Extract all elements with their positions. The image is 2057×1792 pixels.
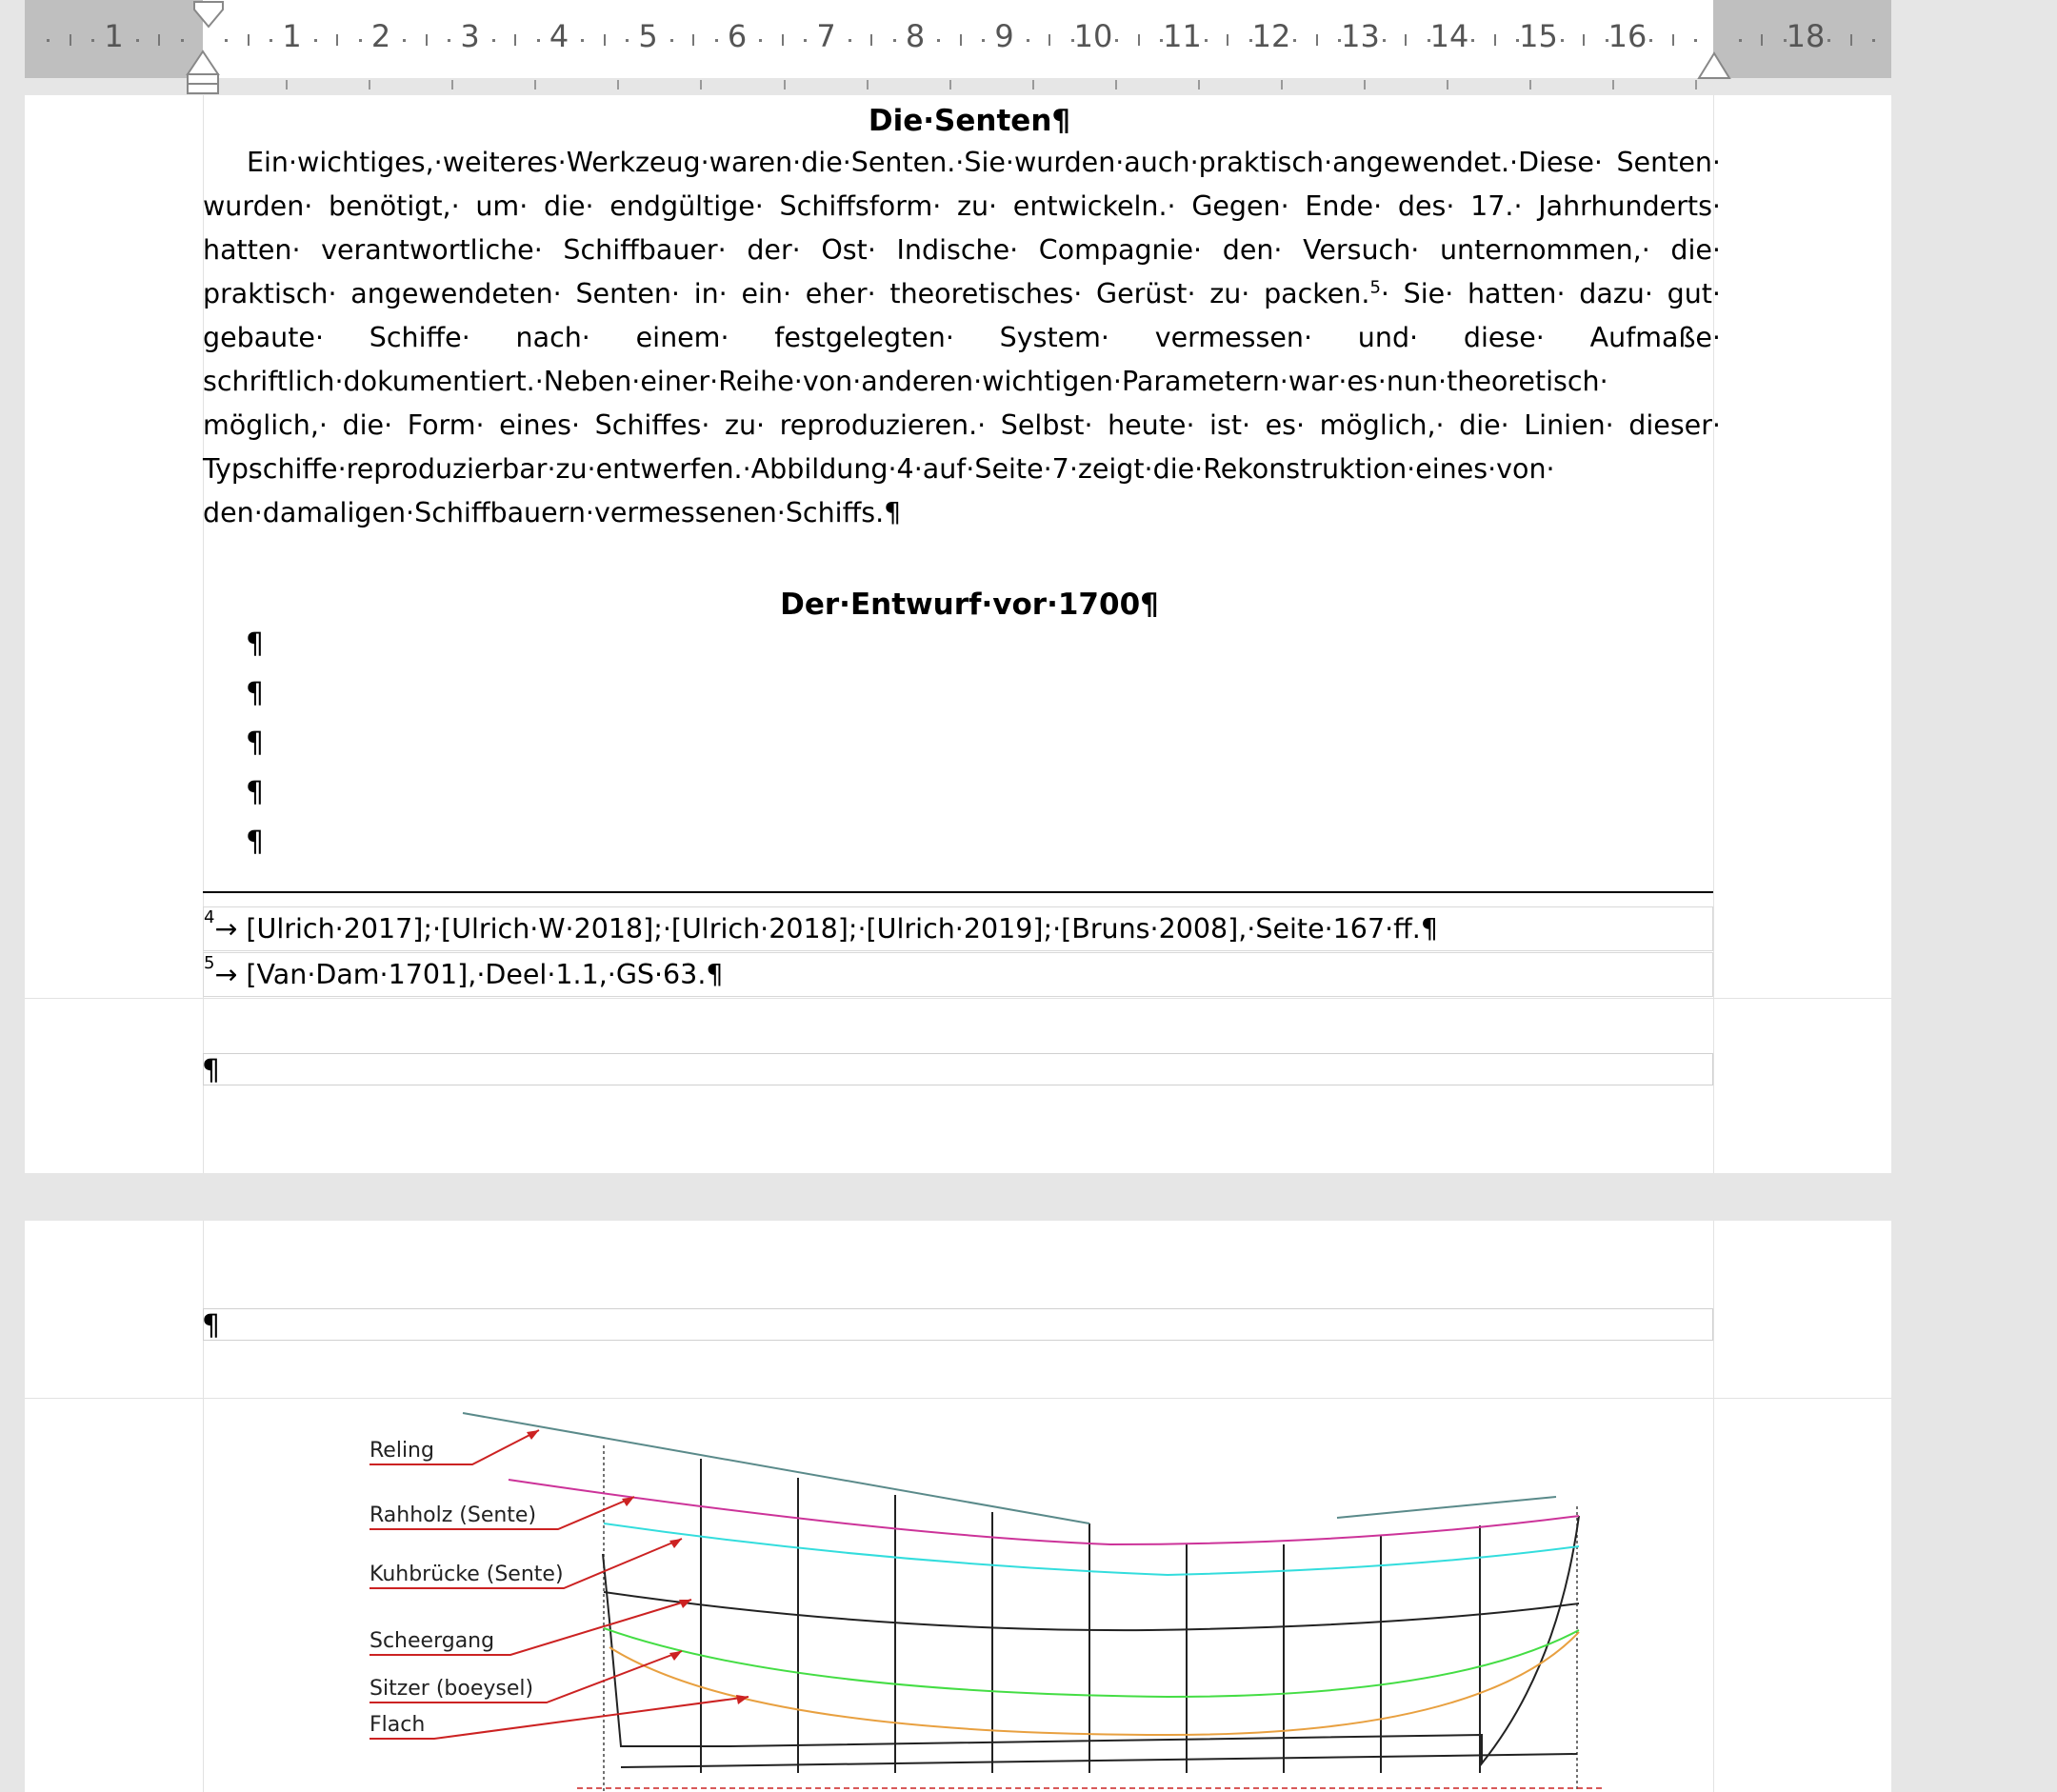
ruler-dot bbox=[1606, 39, 1608, 42]
tab-stop-tick bbox=[1529, 80, 1531, 90]
ruler-tick bbox=[604, 34, 606, 46]
ruler-tick bbox=[336, 34, 338, 46]
ruler-dot bbox=[492, 39, 495, 42]
ruler-tick bbox=[1316, 34, 1318, 46]
ruler-dot bbox=[181, 39, 184, 42]
footer-guide bbox=[25, 998, 1891, 999]
ruler-number: 5 bbox=[638, 18, 658, 54]
empty-paragraph-mark[interactable]: ¶ bbox=[246, 627, 265, 661]
ruler-dot bbox=[359, 39, 362, 42]
empty-paragraph-mark[interactable]: ¶ bbox=[246, 677, 265, 710]
hull-profile bbox=[603, 1516, 1579, 1763]
ruler-dot bbox=[804, 39, 807, 42]
ruler-dot bbox=[537, 39, 540, 42]
ruler-dot bbox=[1827, 39, 1830, 42]
ruler-number: 1 bbox=[104, 18, 124, 54]
tab-stop-tick bbox=[1281, 80, 1283, 90]
ruler-tick bbox=[514, 34, 516, 46]
tab-stop-tick bbox=[534, 80, 536, 90]
section-heading-senten[interactable]: Die·Senten¶ bbox=[868, 104, 1071, 138]
ruler-dot bbox=[1739, 39, 1742, 42]
ruler-tick bbox=[1761, 34, 1763, 46]
ruler-dot bbox=[893, 39, 896, 42]
footer-box[interactable] bbox=[203, 1053, 1713, 1085]
ruler-tick bbox=[1048, 34, 1050, 46]
ruler-tick bbox=[870, 34, 872, 46]
paragraph-text-part1: Ein·wichtiges,·weiteres·Werkzeug·waren·die·Senten.·Sie·wurden·auch·praktisch·angewendet.·Diese· Senten· wurden· benötigt,· um· die· endgültige· Schiffsform· zu· entwickeln.· Gegen· Ende· des· 17.· Jahrhunderts· hatten· verantwortliche· Schiffbauer· der· Ost· Indische· Compagnie· den· Versuch· unternommen,· die· praktisch· angewendeten· Senten· in· ein· eher· theoretisches· Gerüst· zu· packen. bbox=[203, 147, 1721, 309]
ruler-dot bbox=[1561, 39, 1564, 42]
ruler-dot bbox=[759, 39, 762, 42]
ruler-tick bbox=[692, 34, 694, 46]
label-scheergang: Scheergang bbox=[369, 1629, 495, 1653]
tab-stop-tick bbox=[451, 80, 453, 90]
ruler-dot bbox=[982, 39, 985, 42]
tab-stop-tick bbox=[1695, 80, 1697, 90]
label-flach: Flach bbox=[369, 1713, 426, 1737]
tab-stop-tick bbox=[286, 80, 288, 90]
ruler-tick bbox=[248, 34, 250, 46]
ruler-dot bbox=[1293, 39, 1296, 42]
footnote-number: 5 bbox=[204, 953, 215, 973]
ruler-number: 8 bbox=[905, 18, 926, 54]
ruler-tick bbox=[158, 34, 160, 46]
flach-line bbox=[621, 1754, 1577, 1767]
ruler-number: 10 bbox=[1073, 18, 1113, 54]
ruler-dot bbox=[136, 39, 139, 42]
empty-paragraph-mark[interactable]: ¶ bbox=[246, 776, 265, 809]
ruler-dot bbox=[937, 39, 940, 42]
ruler-dot bbox=[1471, 39, 1474, 42]
ruler-tick bbox=[1227, 34, 1228, 46]
tab-stop-tick bbox=[784, 80, 786, 90]
sitzer-line bbox=[609, 1632, 1579, 1735]
ruler-number: 16 bbox=[1608, 18, 1648, 54]
tab-stop-tick bbox=[1447, 80, 1448, 90]
ruler-dot bbox=[1027, 39, 1029, 42]
ruler-number: 9 bbox=[994, 18, 1014, 54]
ruler-dot bbox=[1205, 39, 1208, 42]
tab-stop-tick bbox=[700, 80, 702, 90]
ruler-dot bbox=[1338, 39, 1341, 42]
tab-stop-tick bbox=[867, 80, 869, 90]
tab-stop-tick bbox=[1364, 80, 1366, 90]
footnote-separator bbox=[203, 891, 1713, 893]
ruler-tick bbox=[70, 34, 71, 46]
ruler-dot bbox=[1784, 39, 1787, 42]
ruler-dot bbox=[1872, 39, 1875, 42]
tab-stop-tick bbox=[1115, 80, 1117, 90]
ship-lines-drawing[interactable] bbox=[25, 1221, 1891, 1792]
ruler-number: 6 bbox=[727, 18, 748, 54]
ruler-dot bbox=[1115, 39, 1118, 42]
rahholz-line bbox=[509, 1480, 1579, 1544]
footnote-reference[interactable]: 5 bbox=[1369, 277, 1381, 298]
ruler-dot bbox=[1160, 39, 1163, 42]
ruler-number: 1 bbox=[282, 18, 302, 54]
tab-stop-tick bbox=[949, 80, 951, 90]
ruler-tick bbox=[960, 34, 962, 46]
ruler-number: 4 bbox=[549, 18, 569, 54]
empty-paragraph-mark[interactable]: ¶ bbox=[246, 727, 265, 760]
ruler-tick bbox=[1494, 34, 1496, 46]
tab-stop-tick bbox=[1198, 80, 1200, 90]
ruler-dot bbox=[1694, 39, 1697, 42]
footnote-text: → [Ulrich·2017];·[Ulrich·W·2018];·[Ulrich·2018];·[Ulrich·2019];·[Bruns·2008],·Seite·167·ff.¶ bbox=[214, 913, 1438, 945]
ruler-number: 2 bbox=[370, 18, 391, 54]
ruler-number: 14 bbox=[1429, 18, 1469, 54]
ruler-number: 3 bbox=[460, 18, 480, 54]
ruler-dot bbox=[47, 39, 50, 42]
ruler-dot bbox=[1249, 39, 1252, 42]
ruler-text-area bbox=[203, 0, 1713, 78]
scheergang-line bbox=[604, 1628, 1579, 1697]
ruler-dot bbox=[626, 39, 629, 42]
document-page-1[interactable] bbox=[25, 95, 1891, 1173]
ruler-dot bbox=[403, 39, 406, 42]
ruler-number: 12 bbox=[1251, 18, 1291, 54]
footnote-text: → [Van·Dam·1701],·Deel·1.1,·GS·63.¶ bbox=[214, 959, 724, 990]
ruler-dot bbox=[1649, 39, 1652, 42]
footnote-4[interactable] bbox=[203, 906, 1713, 951]
ruler-number: 7 bbox=[816, 18, 836, 54]
reling-line-aft bbox=[1337, 1497, 1556, 1518]
ruler-tick bbox=[782, 34, 784, 46]
ruler-tick bbox=[1405, 34, 1407, 46]
ruler-dot bbox=[225, 39, 228, 42]
tab-stop-tick bbox=[1612, 80, 1614, 90]
first-line-indent-marker-icon[interactable] bbox=[191, 0, 226, 30]
ruler-dot bbox=[670, 39, 673, 42]
ruler-dot bbox=[314, 39, 317, 42]
horizontal-ruler[interactable] bbox=[25, 0, 1891, 95]
body-paragraph[interactable] bbox=[203, 141, 1721, 535]
ruler-dot bbox=[581, 39, 584, 42]
empty-paragraph-mark[interactable]: ¶ bbox=[246, 826, 265, 859]
label-kuhbruecke: Kuhbrücke (Sente) bbox=[369, 1563, 564, 1586]
footnote-number: 4 bbox=[204, 907, 215, 927]
ruler-dot bbox=[715, 39, 718, 42]
ruler-number: 11 bbox=[1163, 18, 1202, 54]
paragraph-text-part2: · Sie· hatten· dazu· gut· gebaute· Schiffe· nach· einem· festgelegten· System· vermessen· und· diese· Aufmaße· schriftlich·dokumentiert.·Neben·einer·Reihe·von·anderen·wichtigen·Parametern·war·es·nun·theoretisch· möglich,· die· Form· eines· Schiffes· zu· reproduzieren.· Selbst· heute· ist· es· möglich,· die· Linien· dieser· Typschiffe·reproduzierbar·zu·entwerfen.·Abbildung·4·auf·Seite·7·zeigt·die·Rekonstruktion·eines·von· den·damaligen·Schiffbauern·vermessenen·Schiffs.¶ bbox=[203, 278, 1721, 528]
ruler-number: 13 bbox=[1341, 18, 1380, 54]
ruler-tick bbox=[426, 34, 428, 46]
ruler-dot bbox=[1071, 39, 1074, 42]
tab-stop-tick bbox=[617, 80, 619, 90]
label-rahholz: Rahholz (Sente) bbox=[369, 1503, 537, 1527]
document-page-2[interactable] bbox=[25, 1221, 1891, 1792]
tab-stop-tick bbox=[369, 80, 370, 90]
label-sitzer: Sitzer (boeysel) bbox=[369, 1677, 534, 1701]
ruler-tick bbox=[1850, 34, 1852, 46]
ruler-tick bbox=[1672, 34, 1674, 46]
ruler-dot bbox=[849, 39, 851, 42]
ruler-dot bbox=[1516, 39, 1519, 42]
ruler-dot bbox=[1428, 39, 1430, 42]
ruler-number: 15 bbox=[1519, 18, 1558, 54]
ruler-dot bbox=[91, 39, 94, 42]
ruler-dot bbox=[448, 39, 450, 42]
ruler-dot bbox=[1383, 39, 1386, 42]
ruler-tab-stops bbox=[203, 80, 1713, 90]
right-indent-marker-icon[interactable] bbox=[1697, 50, 1731, 82]
footer-paragraph-mark: ¶ bbox=[202, 1054, 221, 1087]
ruler-tick bbox=[1138, 34, 1140, 46]
ruler-tick bbox=[1583, 34, 1585, 46]
label-reling: Reling bbox=[369, 1439, 434, 1463]
section-heading-entwurf[interactable]: Der·Entwurf·vor·1700¶ bbox=[780, 587, 1159, 622]
ruler-dot bbox=[270, 39, 272, 42]
tab-stop-tick bbox=[1032, 80, 1034, 90]
reling-line bbox=[463, 1413, 1089, 1523]
deck-line bbox=[604, 1592, 1579, 1630]
header-paragraph-mark: ¶ bbox=[202, 1309, 221, 1343]
ruler-number: 18 bbox=[1786, 18, 1826, 54]
footnote-5[interactable] bbox=[203, 952, 1713, 997]
